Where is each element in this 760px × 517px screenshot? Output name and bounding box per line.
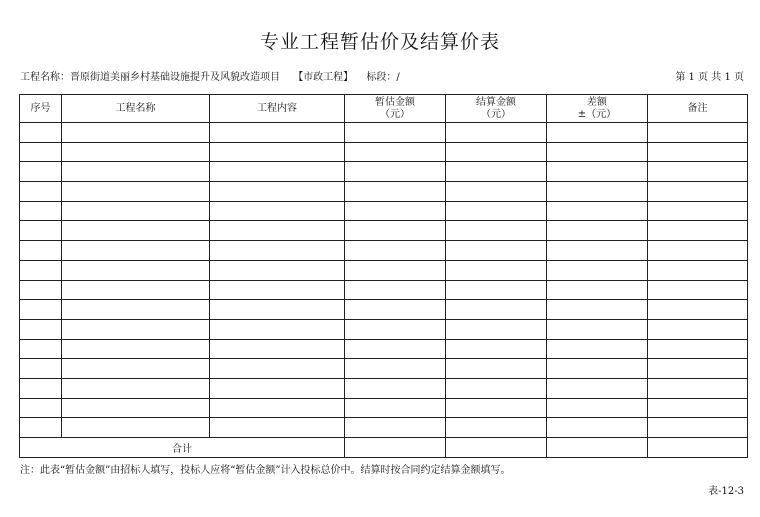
table-cell <box>20 319 62 339</box>
table-cell <box>446 142 547 162</box>
total-row <box>20 438 748 458</box>
header-content: 工程内容 <box>210 95 345 123</box>
table-row <box>20 378 748 398</box>
table-cell <box>20 359 62 379</box>
table-cell <box>210 260 345 280</box>
table-cell <box>62 221 210 241</box>
table-cell <box>648 142 748 162</box>
table-row <box>20 182 748 202</box>
table-cell <box>547 319 648 339</box>
table-cell <box>62 300 210 320</box>
table-cell <box>648 201 748 221</box>
table-cell <box>20 398 62 418</box>
table-cell <box>446 378 547 398</box>
table-cell <box>345 201 446 221</box>
table-cell <box>210 162 345 182</box>
project-category: 【市政工程】 <box>293 72 354 83</box>
table-cell <box>648 339 748 359</box>
header-name: 工程名称 <box>62 95 210 123</box>
table-cell <box>20 260 62 280</box>
table-cell <box>345 300 446 320</box>
table-cell <box>62 142 210 162</box>
header-row <box>20 95 748 123</box>
table-cell <box>547 300 648 320</box>
table-cell <box>446 162 547 182</box>
table-cell <box>20 280 62 300</box>
total-diff <box>547 438 648 458</box>
table-row <box>20 359 748 379</box>
table-cell <box>547 260 648 280</box>
table-cell <box>446 319 547 339</box>
table-cell <box>20 182 62 202</box>
table-row <box>20 241 748 261</box>
table-cell <box>446 339 547 359</box>
table-cell <box>345 162 446 182</box>
table-cell <box>648 418 748 438</box>
table-cell <box>547 201 648 221</box>
header-estimate <box>345 95 446 123</box>
table-cell <box>547 418 648 438</box>
table-cell <box>20 378 62 398</box>
table-cell <box>547 123 648 143</box>
table-cell <box>62 123 210 143</box>
section-info <box>366 72 399 83</box>
table-cell <box>20 123 62 143</box>
table-cell <box>648 221 748 241</box>
table-row <box>20 339 748 359</box>
table-cell <box>648 300 748 320</box>
estimate-table <box>19 94 748 458</box>
table-row <box>20 300 748 320</box>
table-row <box>20 221 748 241</box>
table-cell <box>446 201 547 221</box>
table-cell <box>210 300 345 320</box>
header-settle-line1: 结算金额 <box>476 96 516 108</box>
table-cell <box>62 241 210 261</box>
table-cell <box>345 418 446 438</box>
table-cell <box>648 359 748 379</box>
table-cell <box>345 241 446 261</box>
table-cell <box>446 260 547 280</box>
header-settle <box>446 95 547 123</box>
project-label: 工程名称： <box>20 72 70 83</box>
header-diff <box>547 95 648 123</box>
header-diff-line2: ±（元） <box>577 108 617 120</box>
table-cell <box>345 123 446 143</box>
table-cell <box>210 123 345 143</box>
table-cell <box>547 142 648 162</box>
table-cell <box>210 182 345 202</box>
table-cell <box>547 241 648 261</box>
table-cell <box>446 359 547 379</box>
table-cell <box>62 398 210 418</box>
table-cell <box>446 221 547 241</box>
table-cell <box>345 221 446 241</box>
table-cell <box>62 339 210 359</box>
table-row <box>20 398 748 418</box>
table-cell <box>210 221 345 241</box>
table-cell <box>648 398 748 418</box>
table-cell <box>648 319 748 339</box>
total-remark <box>648 438 748 458</box>
section-label: 标段： <box>366 72 397 83</box>
table-cell <box>210 319 345 339</box>
table-cell <box>20 162 62 182</box>
header-diff-line1: 差额 <box>587 96 607 108</box>
table-cell <box>345 260 446 280</box>
table-cell <box>62 418 210 438</box>
table-cell <box>547 162 648 182</box>
table-row <box>20 201 748 221</box>
table-cell <box>547 339 648 359</box>
table-cell <box>62 319 210 339</box>
table-cell <box>547 378 648 398</box>
table-cell <box>446 280 547 300</box>
table-cell <box>446 241 547 261</box>
footnote: 注：此表“暂估金额”由招标人填写，投标人应将“暂估金额”计入投标总价中。结算时按合同约定结算金额填写。 <box>20 465 511 476</box>
table-cell <box>446 123 547 143</box>
table-cell <box>210 398 345 418</box>
table-cell <box>648 378 748 398</box>
table-cell <box>345 339 446 359</box>
table-cell <box>20 300 62 320</box>
table-cell <box>210 142 345 162</box>
table-cell <box>648 280 748 300</box>
table-cell <box>62 260 210 280</box>
table-cell <box>20 241 62 261</box>
table-cell <box>20 142 62 162</box>
table-cell <box>210 359 345 379</box>
table-cell <box>648 123 748 143</box>
table-row <box>20 260 748 280</box>
table-row <box>20 142 748 162</box>
table-row <box>20 418 748 438</box>
total-estimate <box>345 438 446 458</box>
header-settle-line2: （元） <box>481 108 511 120</box>
table-cell <box>345 319 446 339</box>
table-body <box>20 123 748 438</box>
table-cell <box>210 378 345 398</box>
table-cell <box>345 359 446 379</box>
table-cell <box>210 418 345 438</box>
table-cell <box>62 182 210 202</box>
table-cell <box>345 280 446 300</box>
table-cell <box>446 418 547 438</box>
table-cell <box>345 182 446 202</box>
table-cell <box>345 142 446 162</box>
table-cell <box>210 201 345 221</box>
document-title: 专业工程暂估价及结算价表 <box>259 31 500 53</box>
table-cell <box>20 201 62 221</box>
table-cell <box>446 300 547 320</box>
project-info <box>20 68 410 83</box>
table-cell <box>648 241 748 261</box>
form-code: 表-12-3 <box>708 486 744 497</box>
table-cell <box>20 339 62 359</box>
table-row <box>20 319 748 339</box>
header-remark: 备注 <box>648 95 748 123</box>
table-cell <box>648 182 748 202</box>
header-seq: 序号 <box>20 95 62 123</box>
total-settle <box>446 438 547 458</box>
table-cell <box>547 359 648 379</box>
table-row <box>20 280 748 300</box>
table-cell <box>62 280 210 300</box>
project-name-value: 晋原街道美丽乡村基础设施提升及风貌改造项目 <box>70 72 280 83</box>
page-info: 第 1 页 共 1 页 <box>675 72 744 83</box>
table-cell <box>210 280 345 300</box>
table-cell <box>20 221 62 241</box>
table-cell <box>446 398 547 418</box>
header-estimate-line2: （元） <box>380 108 410 120</box>
table-row <box>20 123 748 143</box>
table-cell <box>210 241 345 261</box>
table-cell <box>62 201 210 221</box>
project-name <box>20 72 280 83</box>
table-cell <box>648 260 748 280</box>
table-cell <box>62 162 210 182</box>
table-cell <box>345 398 446 418</box>
table-cell <box>210 339 345 359</box>
table-cell <box>547 398 648 418</box>
table-cell <box>547 280 648 300</box>
table-cell <box>446 182 547 202</box>
table-cell <box>345 378 446 398</box>
table-cell <box>547 182 648 202</box>
table-cell <box>547 221 648 241</box>
table-cell <box>62 378 210 398</box>
section-value: / <box>396 72 400 83</box>
table-cell <box>62 359 210 379</box>
table-cell <box>20 418 62 438</box>
table-row <box>20 162 748 182</box>
table-cell <box>648 162 748 182</box>
total-label: 合计 <box>20 438 345 458</box>
header-estimate-line1: 暂估金额 <box>375 96 415 108</box>
